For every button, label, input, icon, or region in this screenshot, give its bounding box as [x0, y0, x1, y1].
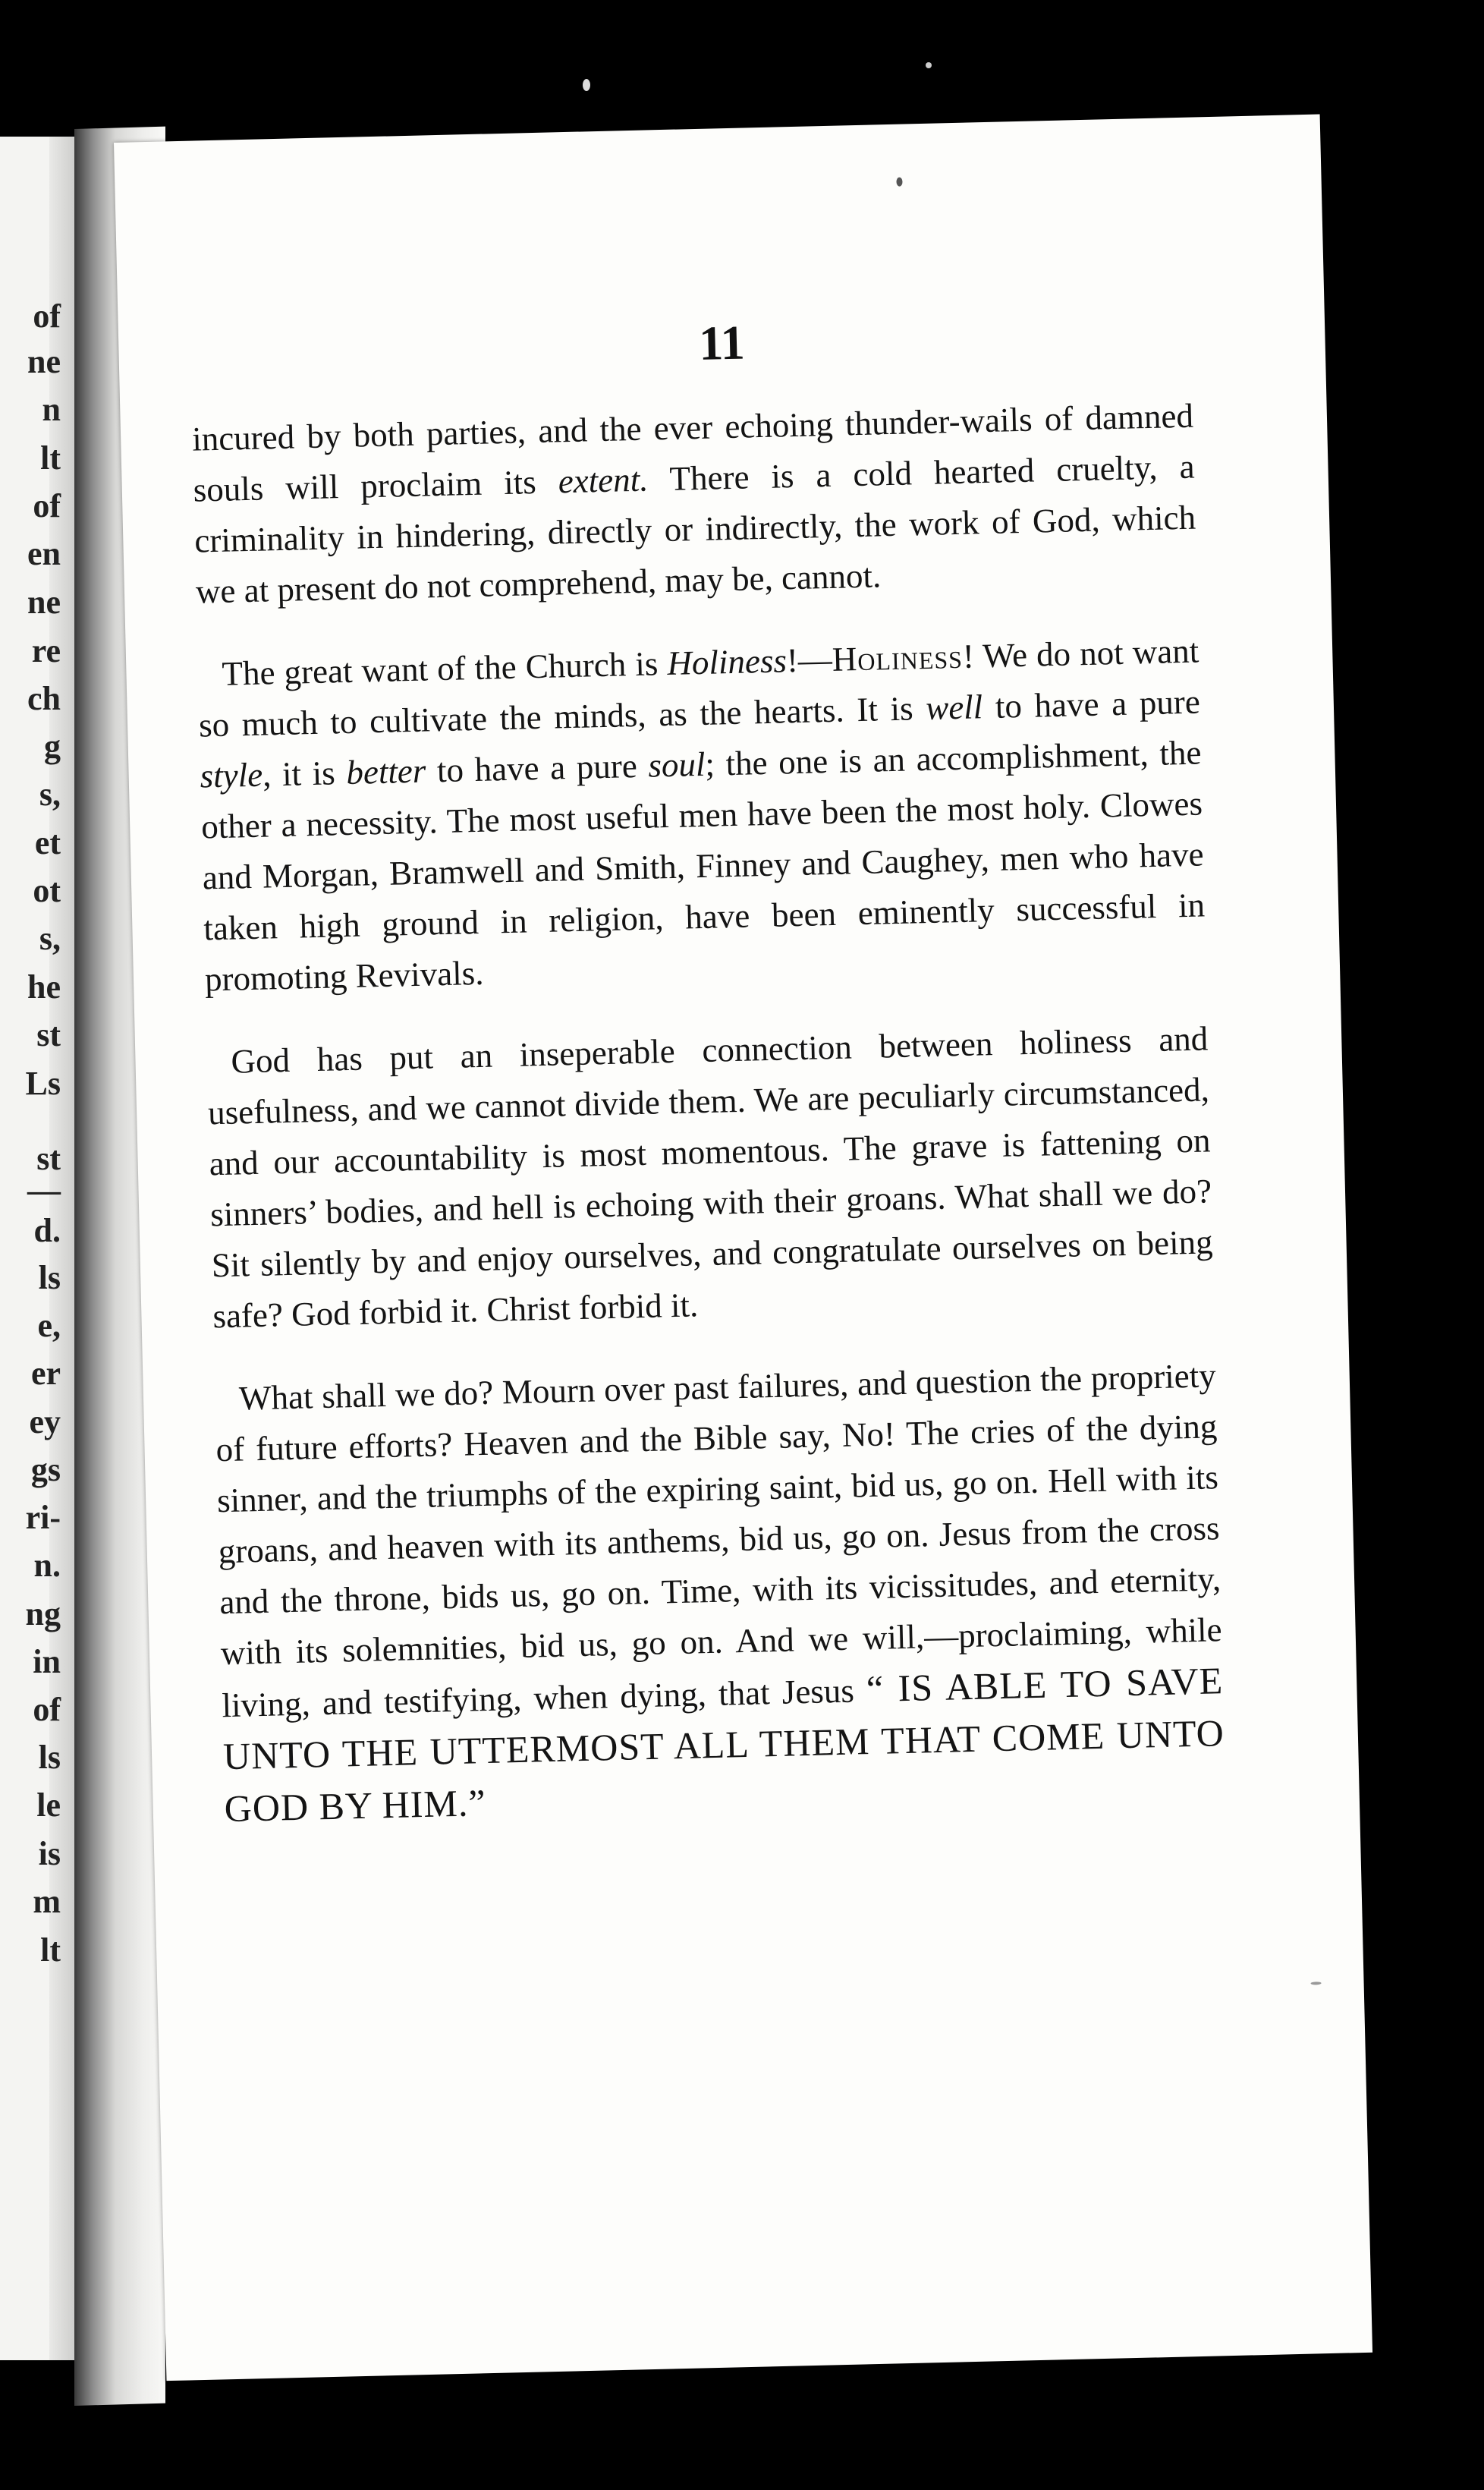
p2-smallcaps-holiness: Holiness: [832, 637, 964, 678]
text-block: [191, 391, 1227, 1868]
left-page-fragment: ls: [38, 1739, 61, 1776]
p2-italic-style: style: [200, 755, 263, 795]
p2-text-k: to have a pure: [425, 746, 649, 790]
p2-italic-better: better: [345, 751, 426, 792]
paragraph-2: [197, 626, 1207, 1006]
p1-text-c: There is a cold hearted cruelty, a criminality in hindering, directly or indirectly, the work of God, which we at present do not comprehend, may be, cannot.: [193, 447, 1196, 611]
left-page-fragment: lt: [40, 1931, 61, 1969]
p2-text-g: to have a pure: [982, 682, 1201, 726]
p2-italic-soul: soul: [647, 744, 706, 785]
p2-italic-well: well: [925, 688, 983, 727]
p2-text-e: ! We do not want so much to cultivate the minds, as the hearts. It is: [198, 631, 1199, 744]
ink-speck: [896, 178, 902, 187]
left-page-fragment: en: [27, 535, 61, 572]
left-page-fragment: n.: [33, 1547, 61, 1584]
left-page-fragment: ch: [27, 680, 61, 717]
left-page-fragment: he: [27, 968, 61, 1006]
ink-speck: [1311, 1982, 1322, 1985]
paragraph-4: [214, 1350, 1226, 1836]
p2-text-i: , it is: [262, 754, 347, 794]
left-page-fragment: is: [38, 1835, 61, 1872]
scan-speck: [583, 79, 590, 91]
left-page-fragment: ne: [27, 584, 61, 621]
left-page-fragment: ne: [27, 343, 61, 380]
left-page-fragment: st: [36, 1016, 61, 1053]
p1-italic-extent: extent.: [558, 460, 649, 501]
left-page-fragment: st: [36, 1140, 61, 1177]
left-page-fragment: re: [31, 632, 61, 669]
left-page-fragment: ri-: [25, 1499, 61, 1536]
left-page-fragment: s,: [39, 920, 61, 957]
left-page-fragment: n: [42, 391, 61, 428]
left-page-fragment: s,: [39, 776, 61, 813]
left-page-fragment: ls: [38, 1259, 61, 1296]
left-page-fragment: of: [33, 1691, 61, 1728]
left-page-fragment: er: [30, 1355, 61, 1392]
left-page-fragment: g: [44, 728, 61, 765]
p1-text-a: incured by both parties, and the ever echoing thunder-wails of damned souls will proclaim its: [191, 396, 1194, 509]
left-page-fragment: le: [36, 1786, 61, 1824]
left-page-fragment: ng: [25, 1595, 61, 1632]
p2-text-a: The great want of the Church is: [221, 644, 668, 693]
left-page-fragment: m: [33, 1883, 61, 1920]
left-page-fragment: ey: [29, 1403, 61, 1440]
left-page-fragment: e,: [37, 1307, 61, 1344]
left-page-fragment: of: [33, 297, 61, 335]
paragraph-1: [191, 391, 1197, 618]
paragraph-3: God has put an inseperable connection between holiness and usefulness, and we cannot divide them. We are peculiarly circumstanced, and our accountability is most momentous. The grave is fattening on sinners’ bodies, and hell is echoing with their groans. What shall we do? Sit silently by and enjoy ourselves, and congratulate ourselves on being safe? God forbid it. Christ forbid it.: [207, 1019, 1214, 1336]
left-page-fragment: ot: [33, 872, 61, 909]
left-page-fragment: lt: [40, 439, 61, 477]
left-page-fragment: gs: [30, 1451, 61, 1488]
left-page-edge: [0, 137, 80, 2360]
page-number: 11: [698, 315, 746, 370]
p2-italic-holiness: Holiness: [666, 641, 788, 682]
p2-text-c: !—: [786, 640, 833, 680]
left-page-fragment: of: [33, 487, 61, 524]
left-page-fragment: —: [27, 1172, 61, 1209]
left-page-fragment: et: [34, 824, 61, 861]
book-page: [114, 115, 1372, 2381]
left-page-fragment: d.: [33, 1212, 61, 1249]
left-page-fragment: in: [33, 1643, 61, 1680]
p4-caps-quote: “ IS ABLE TO SAVE UNTO THE UTTERMOST ALL THEM THAT COME UNTO GOD BY HIM.”: [222, 1659, 1225, 1831]
p2-text-m: ; the one is an accomplishment, the other a necessity. The most useful men have been the most holy. Clowes and Morgan, Bramwell and Smith, Finney and Caughey, men who have taken high ground in religion, have been eminently successful in promoting Revivals.: [200, 733, 1206, 999]
left-page-fragment: Ls: [25, 1065, 61, 1102]
p4-text-a: What shall we do? Mourn over past failures, and question the propriety of future efforts? Heaven and the Bible say, No! The cries of the dying sinner, and the triumphs of the expiring saint, bid us, go on. Hell with its groans, and heaven with its anthems, bid us, go on. Jesus from the cross and the throne, bids us, go on. Time, with its vicissitudes, and eternity, with its solemnities, bid us, go on. And we will,—proclaiming, while living, and testifying, when dying, that Jesus: [215, 1356, 1223, 1725]
scan-speck: [926, 62, 932, 68]
